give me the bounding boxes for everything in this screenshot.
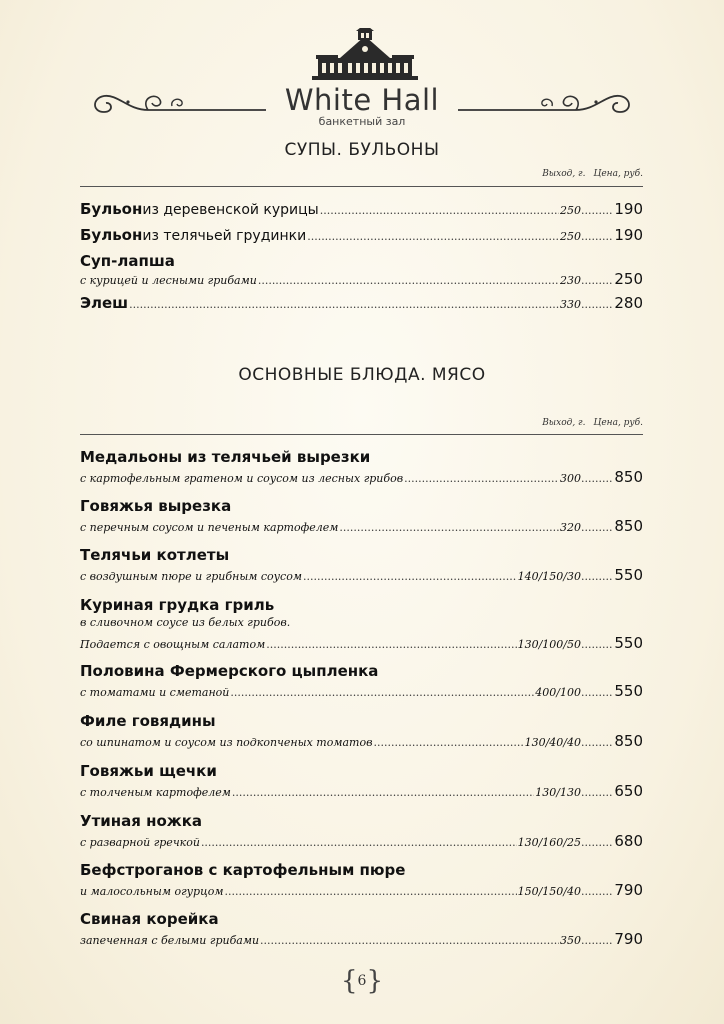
item-description: запеченная с белыми грибами (80, 934, 260, 947)
item-price: 190 (614, 200, 643, 218)
item-price: 790 (614, 881, 643, 899)
header (0, 0, 724, 130)
column-header (542, 169, 643, 179)
item-price: 190 (614, 226, 643, 244)
item-weight: 330 (560, 298, 581, 311)
item-description: с картофельным гратеном и соусом из лесных грибов (80, 472, 404, 485)
brand-subtitle: банкетный зал (318, 115, 406, 128)
item-price: 550 (614, 566, 643, 584)
menu-item (80, 200, 643, 218)
building-logo-icon (310, 28, 420, 82)
item-name: Свиная корейка (80, 910, 219, 928)
item-weight: 130/130 (535, 786, 581, 799)
item-weight: 150/150/40 (517, 885, 581, 898)
section-title-soups: СУПЫ. БУЛЬОНЫ (284, 140, 440, 160)
menu-item (80, 596, 643, 652)
item-price: 680 (614, 832, 643, 850)
column-header-weight: Выход, г. (542, 169, 586, 179)
item-price: 650 (614, 782, 643, 800)
item-weight: 230 (560, 274, 581, 287)
menu-item (80, 546, 643, 584)
item-description: с перечным соусом и печеным картофелем (80, 521, 339, 534)
item-price: 550 (614, 634, 643, 652)
item-weight: 250 (560, 230, 581, 243)
item-name: Телячьи котлеты (80, 546, 230, 564)
menu-item (80, 861, 643, 899)
divider (80, 186, 643, 187)
item-weight: 130/40/40 (524, 736, 581, 749)
item-price: 250 (614, 270, 643, 288)
item-description: с воздушным пюре и грибным соусом (80, 570, 302, 583)
menu-item (80, 226, 643, 244)
page-number (0, 966, 724, 996)
item-price: 790 (614, 930, 643, 948)
item-price: 850 (614, 732, 643, 750)
item-name: Бульон (80, 226, 143, 244)
brand-name: White Hall (284, 83, 440, 117)
item-price: 850 (614, 468, 643, 486)
item-price: 850 (614, 517, 643, 535)
column-header (542, 418, 643, 428)
menu-item (80, 712, 643, 750)
item-description: со шпинатом и соусом из подкопченых томатов (80, 736, 373, 749)
item-weight: 320 (560, 521, 581, 534)
item-price: 550 (614, 682, 643, 700)
column-header-price: Цена, руб. (593, 169, 643, 179)
menu-item (80, 294, 643, 312)
item-description: с томатами и сметаной (80, 686, 230, 699)
column-header-price: Цена, руб. (593, 418, 643, 428)
item-description: в сливочном соусе из белых грибов. (80, 616, 291, 629)
item-name: Филе говядины (80, 712, 216, 730)
menu-item (80, 910, 643, 948)
item-weight: 130/100/50 (517, 638, 581, 651)
item-weight: 350 (560, 934, 581, 947)
menu-item (80, 662, 643, 700)
item-weight: 300 (560, 472, 581, 485)
item-name: Говяжья вырезка (80, 497, 232, 515)
item-description-2: Подается с овощным салатом (80, 638, 266, 651)
menu-item (80, 252, 643, 288)
item-description: с курицей и лесными грибами (80, 274, 257, 287)
item-name: Бульон (80, 200, 143, 218)
item-description: и малосольным огурцом (80, 885, 224, 898)
page-number-value: 6 (357, 973, 367, 989)
item-name: Половина Фермерского цыпленка (80, 662, 379, 680)
menu-item (80, 762, 643, 800)
item-name: Элеш (80, 294, 129, 312)
column-header-weight: Выход, г. (542, 418, 586, 428)
item-name: Суп-лапша (80, 252, 175, 270)
divider (80, 434, 643, 435)
item-name: Бефстроганов с картофельным пюре (80, 861, 406, 879)
item-name-rest: из телячьей грудинки (142, 228, 307, 244)
item-weight: 140/150/30 (517, 570, 581, 583)
item-name: Медальоны из телячьей вырезки (80, 448, 371, 466)
section-title-meat: ОСНОВНЫЕ БЛЮДА. МЯСО (238, 365, 486, 385)
item-name: Куриная грудка гриль (80, 596, 275, 614)
item-description: с толченым картофелем (80, 786, 231, 799)
brace-left-icon: { (340, 966, 358, 996)
item-name: Говяжьи щечки (80, 762, 217, 780)
menu-item (80, 448, 643, 486)
item-name: Утиная ножка (80, 812, 203, 830)
item-price: 280 (614, 294, 643, 312)
item-name-rest: из деревенской курицы (142, 202, 319, 218)
menu-item (80, 497, 643, 535)
menu-item (80, 812, 643, 850)
item-description: с разварной гречкой (80, 836, 200, 849)
item-weight: 130/160/25 (517, 836, 581, 849)
item-weight: 250 (560, 204, 581, 217)
item-weight: 400/100 (535, 686, 581, 699)
brace-right-icon: } (366, 966, 383, 996)
